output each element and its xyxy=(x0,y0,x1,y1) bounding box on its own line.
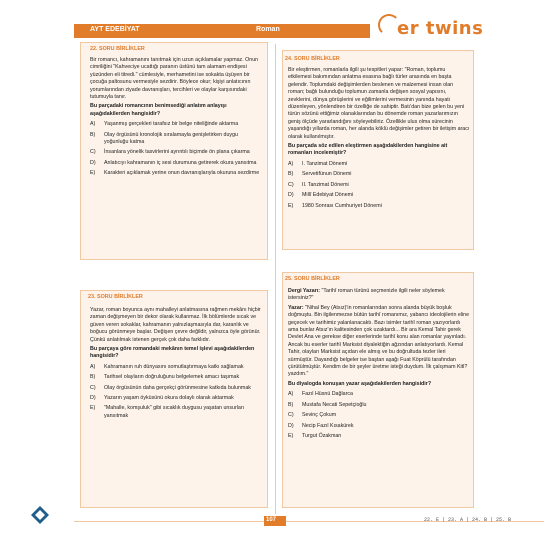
question-23-stem: Bu parçaya göre romandaki mekânın temel işlevi aşağıdakilerden hangisidir? xyxy=(90,346,255,360)
question-24-head: 24. SORU BİRLİKLER xyxy=(285,56,340,62)
question-23-option-d[interactable]: D) Yazarın yaşam öyküsünü okura dolaylı olarak aktarmak xyxy=(90,395,234,402)
question-24-body xyxy=(288,67,470,210)
brand-logo: er twins xyxy=(397,18,484,39)
question-23-head: 23. SORU BİRLİKLER xyxy=(88,294,143,300)
question-25-option-e[interactable]: E) Turgut Özakman xyxy=(288,432,342,439)
question-25-dialogue-2: Yazar: "Nihal Bey (Atsız)'in romanlarından sonra alanda büyük boşluk doğmuştu. Bin ilgilenmezse bütün tarihî romanımız, yabancı ideolojilerin eline geçecek ve tarihimiz yalanlanacaktı. Bazı isimler tarihî roman yazıyorlardı ama bunlar Atsız'ın kalitesinden çok uzaktardı... Bir ara Kemal Tahir gerek Devlet Ana ve gerekse diğer eserlerinde tarihî konu alan romanlar yayınladı. Ancak bu eserler tarihî Marksist diyalektiğin ağzından anlatıyorlardı. Kemal Tahir, olayları Marksist açıdan ele almış ve bu doğrultuda tezler ileri sürmüştür. Dayandığı belgeler ise baştan aşağı Fuat Köprülü tarafından çürütülmüştür. Kendim de bir şeyler üretme isteği duydum. İlk çalışmam Kitl? yazdım." xyxy=(288,304,470,378)
answer-key: 22. E | 23. A | 24. B | 25. B xyxy=(424,517,512,523)
question-23-option-b[interactable]: B) Tarihsel olayların doğruluğunu belgelemek amacı taşımak xyxy=(90,374,240,381)
question-25-option-c[interactable]: C) Sevinç Çokum xyxy=(288,412,337,419)
question-24-passage: Bir eleştirmen, romanlarla ilgili şu tespitleri yapar: "Roman, toplumu etkilemesi bakımından anlatma esasına bağlı türler arasında en başta gelendir. Toplumdaki değişimlerden beslenen ve malzemesi insan olan roman; bağlı bulunduğu toplumun zamanla değişen sosyal yapısını, zevklerini, dünya görüşlerini ve eğilimlerini vermesinin yanında hayatı düzenleyen, yönlendiren bir özelliğe de sahiptir. Batı'dan bize gelen bu yeni türün sözünü ettiğimiz olanaklarından bu dönemde roman yazarlarımızın geniş ölçüde yararlandığını söyleyebiliriz. Özellikle ulus olma sürecinin yaşandığı yıllarda roman, her alanda köklü değişimler getiren bir iletişim aracı olarak kullanılmıştır. xyxy=(288,67,470,140)
question-23-passage: Yazar, roman boyunca aynı mahalleyi anlatmasına rağmen mekânı hiçbir zaman değişmeyen bir dekor olarak kullanmaz. İlk bölümlerde sıcak ve güven veren sokaklar, kahramanın yalnızlaşmasıyla dar, karanlık ve boğucu görünmeye başlar. Değişen çevre değildir, yalnızca öyle görünür. Çünkü anlatılmak istenen gerçek çok daha farklıdır. xyxy=(90,307,261,343)
question-25-body xyxy=(288,288,470,440)
question-24-option-c[interactable]: C) II. Tanzimat Dönemi xyxy=(288,181,349,188)
question-23-option-e[interactable]: E) "Mahalle, komşuluk" gibi sıcaklık duygusu yaşatan unsurları yansıtmak xyxy=(90,405,245,419)
question-24-option-b[interactable]: B) Servetifünun Dönemi xyxy=(288,171,352,178)
question-24-option-e[interactable]: E) 1980 Sonrası Cumhuriyet Dönemi xyxy=(288,202,382,209)
question-25-option-a[interactable]: A) Fazıl Hüsnü Dağlarca xyxy=(288,391,353,398)
header-subject: AYT EDEBİYAT xyxy=(90,26,140,33)
question-22-option-d[interactable]: D) Anlatıcıyı kahramanın iç sesi durumuna getirerek okura yansıtma xyxy=(90,159,257,166)
header-topic: Roman xyxy=(256,26,280,33)
question-23-option-a[interactable]: A) Kahramanın ruh dünyasını somutlaştırmaya katkı sağlamak xyxy=(90,363,244,370)
question-22-option-e[interactable]: E) Karakteri açıklamak yerine onun davranışlarıyla okuruna sezdirme xyxy=(90,170,260,177)
page-number: 107 xyxy=(266,517,277,523)
question-22-option-a[interactable]: A) Yaşanmış gerçekleri tarafsız bir belge niteliğinde aktarma xyxy=(90,121,239,128)
corner-logo-icon xyxy=(30,505,50,525)
question-22-body xyxy=(90,57,262,178)
question-22-option-b[interactable]: B) Olay örgüsünü kronolojik sıralamayla genişletirken duygu yoğunluğu katma xyxy=(90,131,238,146)
question-24-option-d[interactable]: D) Millî Edebiyat Dönemi xyxy=(288,192,354,199)
question-25-stem: Bu diyalogda konuşan yazar aşağıdakilerden hangisidir? xyxy=(288,380,432,387)
question-23-body xyxy=(90,307,262,420)
question-25-head: 25. SORU BİRLİKLER xyxy=(285,276,340,282)
question-25-option-b[interactable]: B) Mustafa Necati Sepetçioğlu xyxy=(288,401,367,408)
question-22-head: 22. SORU BİRLİKLER xyxy=(90,46,145,52)
question-25-option-d[interactable]: D) Necip Fazıl Kısakürek xyxy=(288,422,354,429)
question-22-passage: Bir romancı, kahramanını tanıtmak için uzun açıklamalar yapmaz. Onun cimriliğini "Kahveciye ucattığı paranın üstünü tam alamam endişesi yüzünden eli titredi." cümlesiyle, merhametini ise sokakta üşüyen bir çocuğa paltosunu vermesiyle sezdirir. Böylece okur; kişiyi anlatıcının yorumlarından ziyade davranışları, tercihleri ve olaylar karşısındaki tutumuyla tanır. xyxy=(90,57,259,101)
question-22-option-c[interactable]: C) İnsanlara yönelik tasvirlerini ayrıntılı biçimde ön plana çıkarma xyxy=(90,149,250,156)
question-24-option-a[interactable]: A) I. Tanzimat Dönemi xyxy=(288,160,348,167)
question-25-dialogue-1: Dergi Yazarı: "Tarihî roman türünü seçmenizle ilgili neler söylemek istersiniz?" xyxy=(288,288,445,302)
question-24-stem: Bu parçada söz edilen eleştirmen aşağıdakilerden hangisine ait romanları incelemiştir? xyxy=(288,143,448,157)
question-22-stem: Bu parçadaki romancının benimsediği anlatım anlayışı aşağıdakilerden hangisidir? xyxy=(90,103,227,117)
question-23-option-c[interactable]: C) Olay örgüsünün daha gerçekçi görünmesine katkıda bulunmak xyxy=(90,384,251,391)
column-divider xyxy=(275,44,276,514)
